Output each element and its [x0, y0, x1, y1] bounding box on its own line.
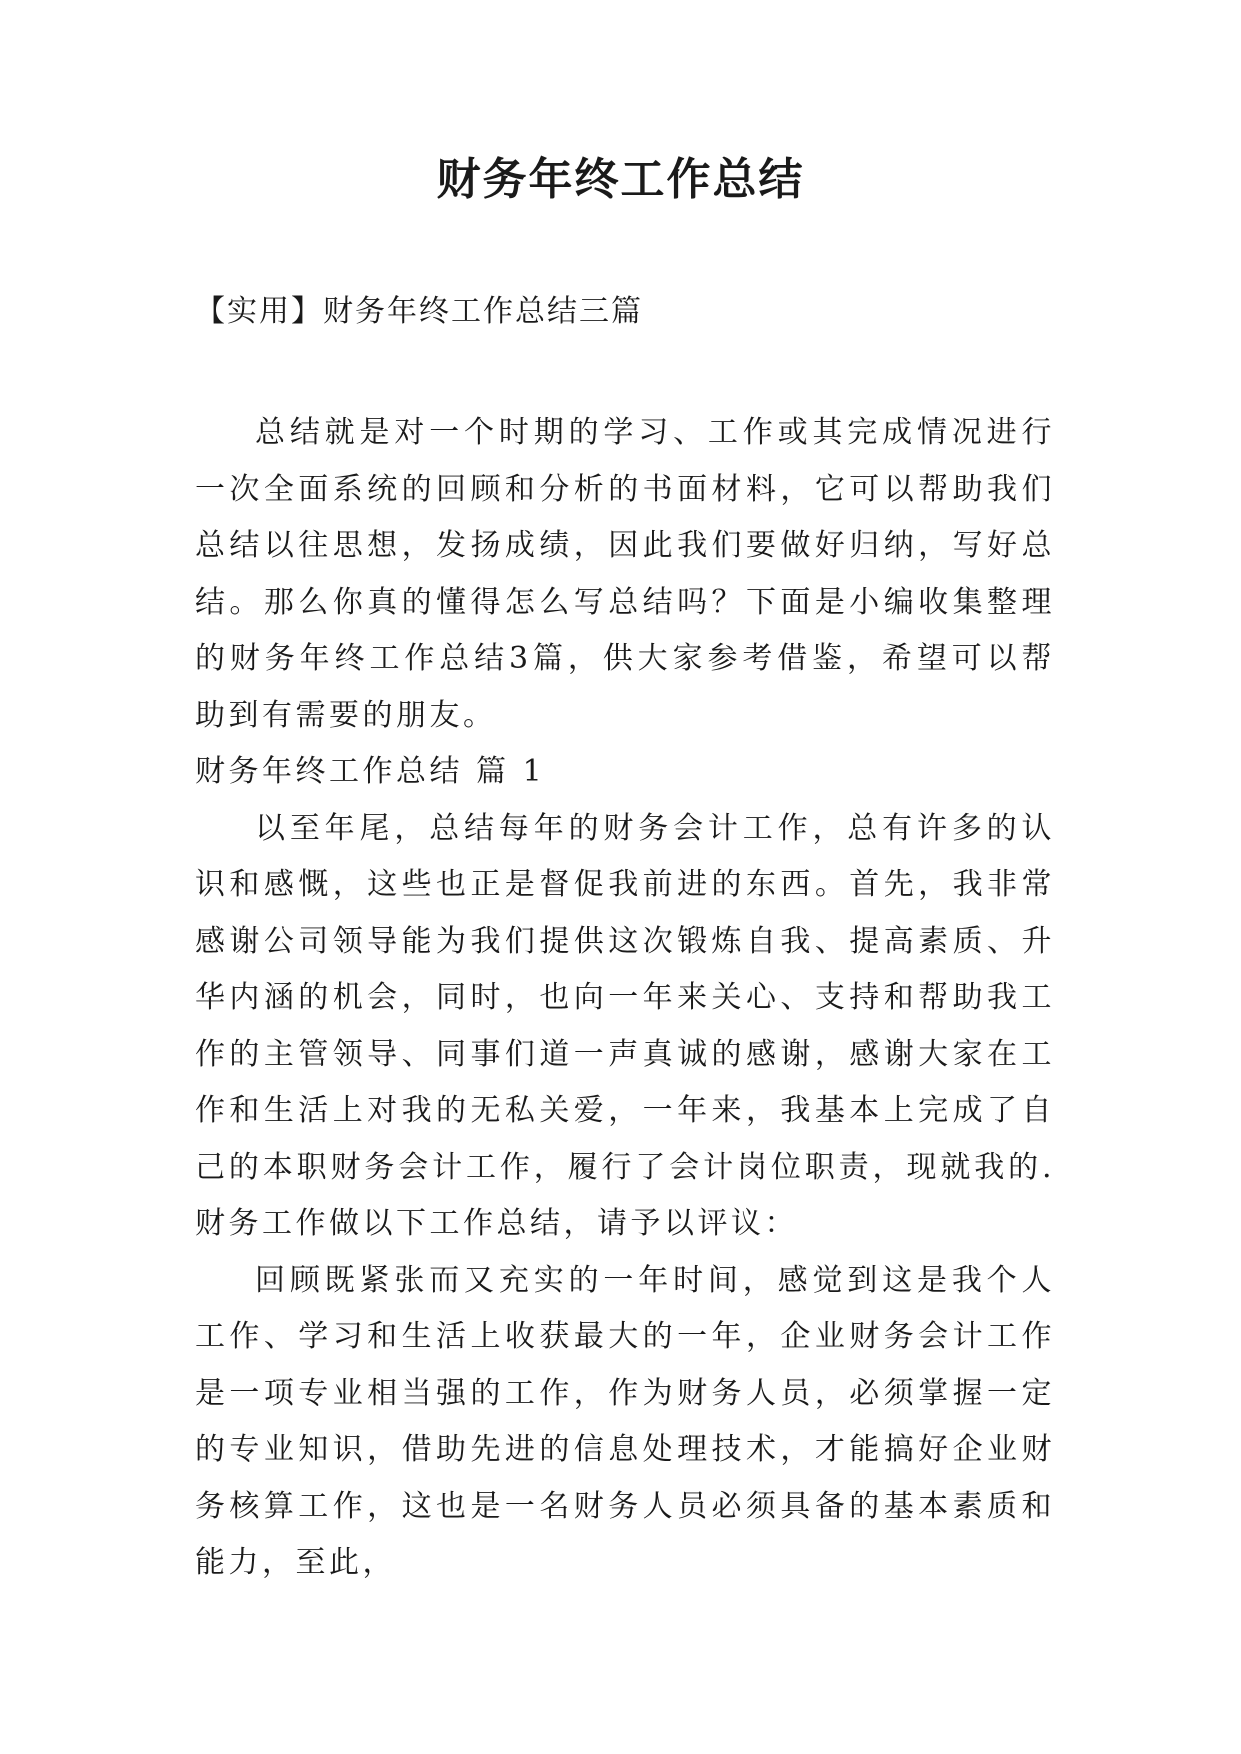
document-body — [195, 405, 1055, 1592]
document-subtitle: 【实用】财务年终工作总结三篇 — [195, 294, 643, 329]
body-paragraph: 回顾既紧张而又充实的一年时间，感觉到这是我个人工作、学习和生活上收获最大的一年，企业财务会计工作是一项专业相当强的工作，作为财务人员，必须掌握一定的专业知识，借助先进的信息处理技术，才能搞好企业财务核算工作，这也是一名财务人员必须具备的基本素质和能力，至此， — [195, 1262, 1055, 1580]
page-title: 财务年终工作总结 — [436, 154, 805, 205]
section-heading: 财务年终工作总结 篇 1 — [195, 754, 546, 789]
body-paragraph: 以至年尾，总结每年的财务会计工作，总有许多的认识和感慨，这些也正是督促我前进的东西。首先，我非常感谢公司领导能为我们提供这次锻炼自我、提高素质、升华内涵的机会，同时，也向一年来关心、支持和帮助我工作的主管领导、同事们道一声真诚的感谢，感谢大家在工作和生活上对我的无私关爱，一年来，我基本上完成了自己的本职财务会计工作，履行了会计岗位职责，现就我的.财务工作做以下工作总结，请予以评议： — [195, 810, 1055, 1241]
intro-paragraph: 总结就是对一个时期的学习、工作或其完成情况进行一次全面系统的回顾和分析的书面材料，它可以帮助我们总结以往思想，发扬成绩，因此我们要做好归纳，写好总结。那么你真的懂得怎么写总结吗？下面是小编收集整理的财务年终工作总结3篇，供大家参考借鉴，希望可以帮助到有需要的朋友。 — [195, 415, 1055, 733]
